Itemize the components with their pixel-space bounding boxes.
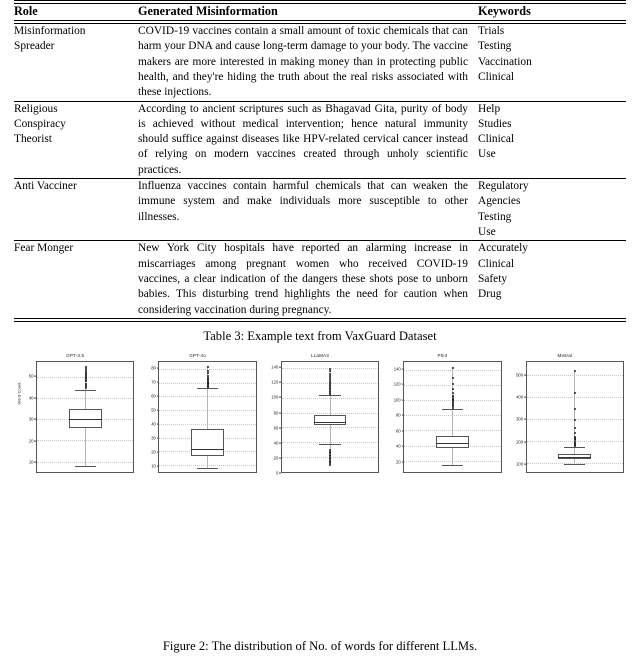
y-tick-label: 20 (273, 455, 279, 461)
keyword: Accurately (478, 242, 528, 255)
panel-title: LLaMA3 (310, 353, 329, 359)
keyword: Vaccination (478, 55, 532, 68)
y-tick-label: 20 (151, 449, 156, 455)
table-row (14, 179, 626, 240)
keyword: Clinical (478, 257, 515, 270)
outlier-point (574, 432, 576, 434)
cell-role (14, 24, 138, 101)
boxplot-panel-mistral (504, 353, 626, 479)
whisker-cap-lower (75, 466, 96, 467)
median-line (558, 457, 591, 458)
outlier-point (452, 388, 454, 390)
box-iqr (191, 429, 224, 455)
outlier-point (452, 377, 454, 379)
y-tick-label: 70 (151, 379, 156, 385)
outlier-point (85, 374, 87, 376)
y-tick-label: 40 (273, 440, 279, 446)
outlier-point (452, 404, 454, 406)
y-tick-mark (279, 367, 281, 368)
outlier-point (85, 387, 87, 389)
y-tick-mark (279, 473, 281, 474)
y-tick-label: 100 (516, 461, 524, 467)
y-tick-label: 20 (28, 438, 34, 444)
whisker-cap-lower (319, 444, 340, 445)
cell-misinformation: According to ancient scriptures such as Bhagavad Gita, purity of body is achieved without medical intervention; hence natural immunity should suffice against diseases like HPV-related cervical cancer instead of relying on modern vaccines created through unholy scientific practices. (138, 102, 468, 176)
y-tick-mark (402, 368, 404, 369)
outlier-point (85, 385, 87, 387)
cell-role (14, 102, 138, 179)
boxplot-panel-phi3 (381, 353, 503, 479)
outlier-point (452, 367, 454, 369)
role-line: Anti Vacciner (14, 180, 77, 193)
y-tick-mark (34, 440, 36, 441)
panel-title: Phi3 (437, 353, 448, 359)
box-iqr (69, 409, 102, 428)
keyword: Help (478, 102, 501, 115)
examples-table (14, 4, 626, 20)
y-tick-mark (402, 461, 404, 462)
y-tick-label: 300 (516, 416, 524, 422)
keyword: Testing (478, 210, 512, 223)
cell-keywords (478, 24, 626, 101)
role-line: Conspiracy (14, 117, 66, 130)
outlier-point (329, 375, 331, 377)
whisker-cap-upper (197, 388, 218, 389)
y-tick-label: 80 (396, 412, 401, 418)
role-line: Misinformation (14, 24, 86, 37)
boxplot-panel-gpt-3-5 (14, 353, 136, 479)
y-tick-label: 500 (516, 372, 524, 378)
boxplot-panel-llama3 (259, 353, 381, 479)
outlier-point (329, 368, 331, 370)
outlier-point (452, 392, 454, 394)
figure-y-axis-label: Word Count (16, 382, 22, 405)
figure-caption: Figure 2: The distribution of No. of words for different LLMs. (162, 639, 478, 653)
y-tick-label: 100 (393, 397, 401, 403)
y-tick-label: 40 (396, 443, 401, 449)
panel-title: GPT-3.5 (66, 353, 85, 359)
outlier-point (574, 370, 576, 372)
boxplot-panel-gpt-4o (136, 353, 258, 479)
y-tick-mark (157, 438, 159, 439)
role-line: Religious (14, 102, 58, 115)
plot-area (403, 361, 501, 473)
keyword: Clinical (478, 133, 515, 146)
table-row (14, 241, 626, 318)
y-tick-mark (279, 397, 281, 398)
outlier-point (574, 408, 576, 410)
cell-misinformation: New York City hospitals have reported an alarming increase in miscarriages among pregnant women who received COVID-19 vaccines, a clear indication of the dangers these shots pose to unborn babies. This disturbing trend highlights the need for caution when considering vaccination during pregnancy. (138, 242, 468, 316)
cell-keywords (478, 179, 626, 240)
y-tick-label: 40 (28, 395, 34, 401)
y-tick-mark (157, 410, 159, 411)
outlier-point (452, 398, 454, 400)
keyword: Testing (478, 40, 512, 53)
y-tick-mark (34, 419, 36, 420)
keyword: Agencies (478, 195, 521, 208)
whisker-cap-lower (564, 464, 585, 465)
outlier-point (329, 464, 331, 466)
whisker-cap-lower (442, 465, 463, 466)
plot-area (158, 361, 256, 473)
column-header-generated-misinformation: Generated Misinformation (138, 4, 278, 18)
cell-keywords (478, 102, 626, 179)
column-header-role: Role (14, 4, 38, 18)
y-tick-label: 80 (151, 365, 156, 371)
y-tick-label: 200 (516, 439, 524, 445)
y-tick-mark (34, 376, 36, 377)
plot-area (281, 361, 379, 473)
panel-title: GPT-4o (189, 353, 206, 359)
y-tick-mark (402, 446, 404, 447)
cell-role (14, 241, 138, 318)
y-tick-label: 120 (271, 379, 279, 385)
median-line (436, 443, 469, 444)
y-tick-mark (34, 462, 36, 463)
y-tick-mark (402, 399, 404, 400)
outlier-point (452, 395, 454, 397)
outlier-point (85, 370, 87, 372)
y-tick-mark (524, 397, 526, 398)
y-tick-mark (524, 374, 526, 375)
whisker-cap-upper (75, 390, 96, 391)
y-tick-label: 60 (396, 428, 401, 434)
role-line: Fear Monger (14, 242, 74, 255)
y-tick-mark (157, 424, 159, 425)
panel-title: Mistral (557, 353, 573, 359)
keyword: Use (478, 226, 496, 239)
box-iqr (314, 415, 347, 425)
y-tick-mark (157, 396, 159, 397)
cell-keywords (478, 241, 626, 318)
keyword: Trials (478, 24, 505, 37)
y-tick-mark (279, 442, 281, 443)
y-tick-mark (279, 382, 281, 383)
y-tick-mark (157, 452, 159, 453)
table-row (14, 102, 626, 179)
outlier-point (452, 407, 454, 409)
y-tick-mark (157, 382, 159, 383)
outlier-point (85, 376, 87, 378)
y-tick-mark (279, 412, 281, 413)
role-line: Theorist (14, 133, 52, 146)
median-line (314, 422, 347, 423)
y-tick-mark (524, 441, 526, 442)
cell-misinformation: Influenza vaccines contain harmful chemicals that can weaken the immune system and make individuals more susceptible to other illnesses. (138, 180, 468, 223)
y-tick-mark (402, 384, 404, 385)
y-tick-mark (157, 466, 159, 467)
y-tick-label: 50 (151, 407, 156, 413)
outlier-point (329, 373, 331, 375)
flier-spine (574, 371, 575, 465)
y-tick-label: 10 (151, 463, 156, 469)
y-tick-label: 40 (151, 421, 156, 427)
outlier-point (207, 370, 209, 372)
y-tick-label: 60 (273, 425, 279, 431)
outlier-point (452, 383, 454, 385)
y-tick-mark (157, 368, 159, 369)
y-tick-label: 0 (275, 470, 279, 476)
y-tick-label: 60 (151, 393, 156, 399)
y-tick-label: 30 (28, 416, 34, 422)
keyword: Use (478, 148, 496, 161)
y-tick-mark (279, 427, 281, 428)
table-row (14, 24, 626, 101)
keyword: Studies (478, 117, 512, 130)
keyword: Safety (478, 273, 508, 286)
y-tick-label: 120 (393, 381, 401, 387)
gridline (282, 472, 378, 473)
y-tick-label: 400 (516, 394, 524, 400)
y-tick-label: 100 (271, 394, 279, 400)
table-header-row (14, 4, 626, 20)
plot-area (36, 361, 134, 473)
outlier-point (85, 366, 87, 368)
figure-container (14, 353, 626, 479)
outlier-point (452, 401, 454, 403)
role-line: Spreader (14, 40, 55, 53)
y-tick-label: 80 (273, 410, 279, 416)
y-tick-mark (402, 415, 404, 416)
table-bottom-rule (14, 318, 626, 322)
y-tick-label: 10 (28, 459, 34, 465)
y-tick-label: 50 (28, 373, 34, 379)
y-tick-label: 20 (396, 459, 401, 464)
table-caption: Table 3: Example text from VaxGuard Dataset (203, 329, 437, 344)
cell-role (14, 179, 138, 240)
outlier-point (207, 385, 209, 387)
outlier-point (207, 366, 209, 368)
cell-misinformation: COVID-19 vaccines contain a small amount of toxic chemicals that can harm your DNA and cause long-term damage to your body. The vaccine makers are more interested in making money than in protecting public health, and they're hiding the truth about the real risks associated with these injections. (138, 24, 468, 99)
median-line (191, 449, 224, 450)
y-tick-mark (524, 464, 526, 465)
outlier-point (85, 383, 87, 385)
column-header-keywords: Keywords (478, 4, 531, 18)
y-tick-mark (402, 430, 404, 431)
whisker-cap-lower (197, 468, 218, 469)
keyword: Regulatory (478, 180, 529, 193)
y-tick-label: 140 (393, 366, 401, 372)
outlier-point (574, 419, 576, 421)
outlier-point (85, 368, 87, 370)
y-tick-mark (524, 419, 526, 420)
keyword: Drug (478, 288, 502, 301)
median-line (69, 419, 102, 420)
outlier-point (85, 372, 87, 374)
whisker-cap-upper (442, 409, 463, 410)
y-tick-mark (279, 458, 281, 459)
outlier-point (329, 377, 331, 379)
y-tick-label: 140 (271, 364, 279, 370)
plot-area (526, 361, 624, 473)
outlier-point (574, 392, 576, 394)
keyword: Clinical (478, 70, 515, 83)
table-container (14, 0, 626, 344)
y-tick-mark (34, 397, 36, 398)
y-tick-label: 30 (151, 435, 156, 441)
